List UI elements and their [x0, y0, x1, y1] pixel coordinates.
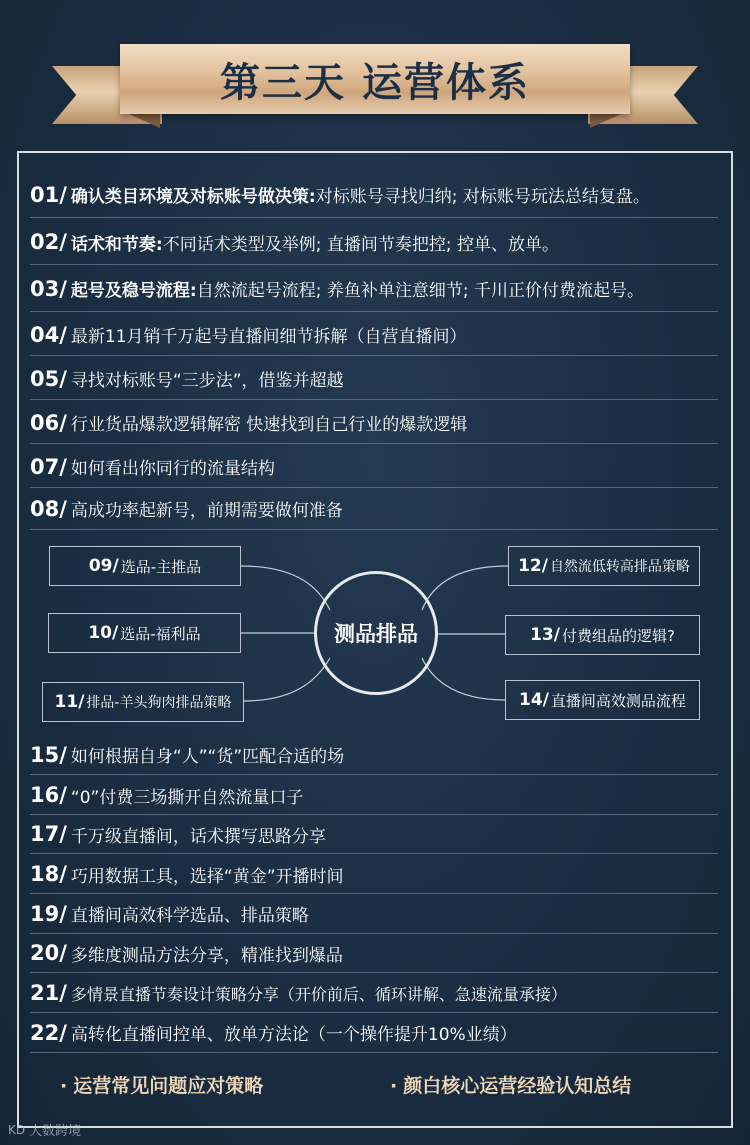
- node-number: 14/: [519, 690, 549, 710]
- item-text: 巧用数据工具，选择“黄金”开播时间: [70, 866, 344, 887]
- summary-right: [390, 1071, 631, 1098]
- item-text: 直播间高效科学选品、排品策略: [70, 906, 309, 926]
- item-text: 不同话术类型及举例; 直播间节奏把控; 控单、放单。: [162, 234, 559, 255]
- item-number: 06/: [30, 410, 67, 435]
- list-item: [30, 855, 718, 894]
- item-number: 05/: [30, 366, 67, 391]
- list-item: [30, 776, 718, 815]
- item-heading: 话术和节奏:: [70, 234, 163, 255]
- item-number: 22/: [30, 1020, 67, 1045]
- summary-left: [60, 1071, 263, 1098]
- list-item: [30, 220, 718, 265]
- list-item: [30, 402, 718, 444]
- item-number: 21/: [30, 981, 67, 1005]
- item-text: 寻找对标账号“三步法”，借鉴并超越: [70, 371, 344, 391]
- item-text: 多维度测品方法分享，精准找到爆品: [70, 945, 343, 966]
- item-text: “0”付费三场撕开自然流量口子: [70, 787, 304, 808]
- item-number: 16/: [30, 783, 67, 807]
- title-ribbon: [52, 44, 698, 134]
- item-text: 如何看出你同行的流量结构: [70, 459, 275, 479]
- item-text: 高转化直播间控单、放单方法论（一个操作提升10%业绩）: [70, 1025, 517, 1045]
- bullet: ·: [390, 1075, 398, 1097]
- item-number: 02/: [30, 230, 67, 254]
- node-label: 选品-福利品: [120, 624, 201, 643]
- item-text: 高成功率起新号，前期需要做何准备: [70, 501, 343, 521]
- mindmap-node-14: [505, 680, 700, 720]
- node-number: 12/: [518, 556, 548, 576]
- watermark-text: 大数跨境: [29, 1124, 82, 1139]
- item-text: 自然流起号流程; 养鱼补单注意细节; 千川正价付费流起号。: [196, 281, 644, 301]
- mindmap-node-12: [508, 546, 700, 586]
- item-text: 行业货品爆款逻辑解密 快速找到自己行业的爆款逻辑: [70, 415, 468, 435]
- list-item: [30, 934, 718, 973]
- list-item: [30, 815, 718, 854]
- summary-right-text: 颜白核心运营经验认知总结: [403, 1075, 632, 1097]
- mindmap-node-09: [49, 546, 241, 586]
- mindmap: [0, 530, 750, 730]
- item-text: 对标账号寻找归纳; 对标账号玩法总结复盘。: [315, 187, 650, 207]
- item-heading: 确认类目环境及对标账号做决策:: [70, 187, 316, 207]
- node-label: 排品-羊头狗肉排品策略: [86, 695, 232, 711]
- ribbon-main: [120, 44, 630, 114]
- node-number: 13/: [530, 625, 560, 645]
- list-item: [30, 314, 718, 356]
- item-number: 01/: [30, 182, 67, 207]
- mindmap-node-10: [48, 613, 241, 653]
- item-number: 19/: [30, 901, 67, 926]
- item-heading: 起号及稳号流程:: [70, 281, 197, 301]
- list-item: [30, 446, 718, 488]
- item-text: 千万级直播间，话术撰写思路分享: [70, 826, 326, 847]
- watermark-logo: KD: [8, 1122, 26, 1137]
- node-number: 11/: [54, 692, 85, 712]
- node-label: 直播间高效测品流程: [550, 691, 686, 710]
- mindmap-node-11: [42, 682, 244, 722]
- watermark: [8, 1120, 81, 1139]
- list-item: [30, 1013, 718, 1053]
- item-text: 多情景直播节奏设计策略分享（开价前后、循环讲解、急速流量承接）: [70, 984, 567, 1004]
- item-number: 08/: [30, 496, 67, 521]
- summary-left-text: 运营常见问题应对策略: [73, 1075, 264, 1097]
- list-item: [30, 735, 718, 775]
- item-text: 如何根据自身“人”“货”匹配合适的场: [70, 747, 345, 767]
- mindmap-center: 测品排品: [314, 571, 438, 695]
- node-number: 10/: [88, 623, 119, 643]
- list-item: [30, 894, 718, 934]
- item-number: 15/: [30, 742, 67, 767]
- list-item: [30, 358, 718, 400]
- list-item: [30, 172, 718, 218]
- list-item: [30, 266, 718, 312]
- bullet: ·: [60, 1075, 68, 1097]
- list-item: [30, 974, 718, 1013]
- item-number: 17/: [30, 822, 67, 846]
- node-number: 09/: [88, 556, 119, 576]
- item-number: 07/: [30, 454, 67, 479]
- item-number: 04/: [30, 322, 67, 347]
- item-text: 最新11月销千万起号直播间细节拆解（自营直播间）: [70, 327, 467, 347]
- item-number: 03/: [30, 276, 67, 301]
- mindmap-node-13: [505, 615, 700, 655]
- node-label: 付费组品的逻辑?: [561, 626, 675, 645]
- list-item: [30, 488, 718, 530]
- node-label: 自然流低转高排品策略: [549, 559, 690, 575]
- node-label: 选品-主推品: [120, 557, 202, 576]
- page-title: 第三天 运营体系: [220, 59, 530, 106]
- item-number: 20/: [30, 941, 67, 965]
- item-number: 18/: [30, 862, 67, 886]
